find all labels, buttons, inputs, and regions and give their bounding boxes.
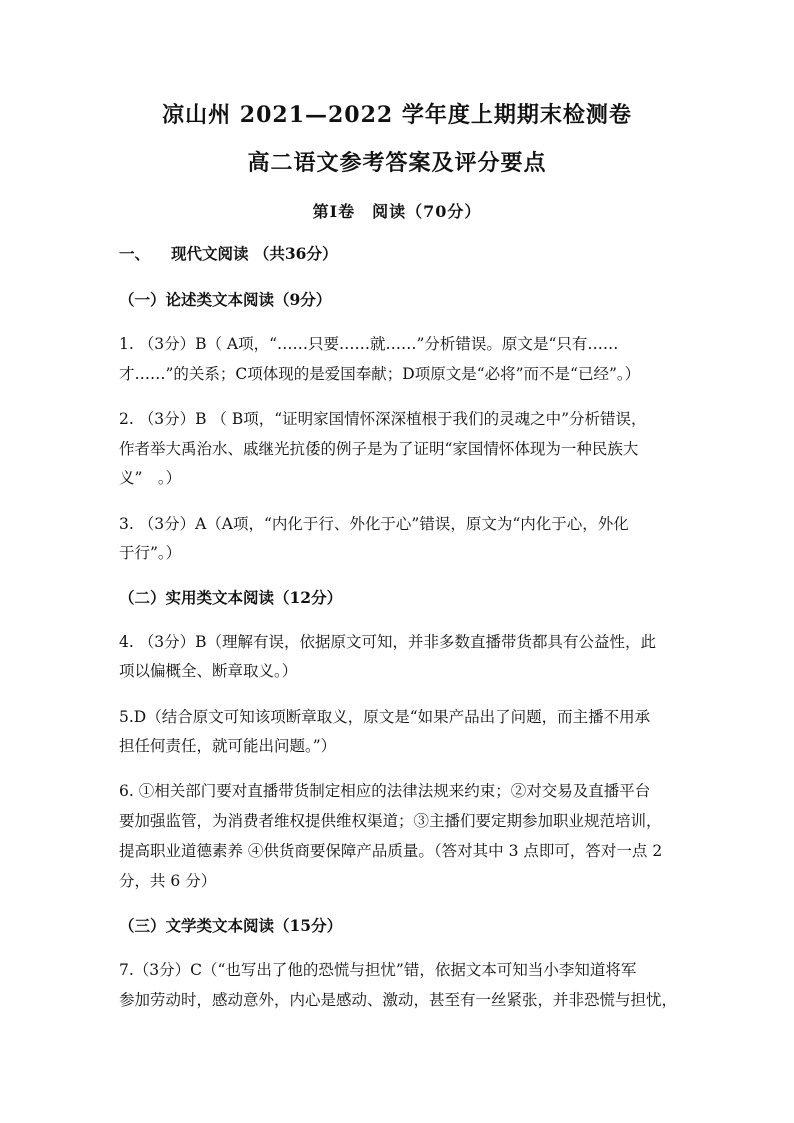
answer-q3-line1: 3. （3分）A（A项，“内化于行、外化于心”错误，原文为“内化于心，外化 [119,515,629,533]
answer-q6-line2: 要加强监管，为消费者维权提供维权渠道；③主播们要定期参加职业规范培训， [119,812,662,830]
subsection-heading-practical: （二）实用类文本阅读（12分） [119,588,343,607]
part-heading: 第Ⅰ卷 阅读（70分） [312,202,482,221]
answer-q6-line1: 6. ①相关部门要对直播带货制定相应的法律法规来约束；②对交易及直播平台 [119,782,651,800]
answer-q6-line3: 提高职业道德素养 ④供货商要保障产品质量。（答对其中 3 点即可，答对一点 2 [119,842,663,860]
answer-q7-line2: 参加劳动时，感动意外，内心是感动、激动，甚至有一丝紧张，并非恐慌与担忧， [119,991,678,1009]
answer-q2-line2: 作者举大禹治水、戚继光抗倭的例子是为了证明“家国情怀体现为一种民族大 [119,440,639,458]
answer-q6-line4: 分，共 6 分） [119,872,217,890]
document-title: 凉山州 2021—2022 学年度上期期末检测卷 [162,102,632,128]
answer-q5-line1: 5.D（结合原文可知该项断章取义，原文是“如果产品出了问题，而主播不用承 [119,708,651,726]
answer-q7-line1: 7.（3分）C（“也写出了他的恐慌与担忧”错，依据文本可知当小李知道将军 [119,961,637,979]
document-subtitle: 高二语文参考答案及评分要点 [247,150,547,176]
answer-q4-line2: 项以偏概全、断章取义。） [119,662,298,680]
answer-q3-line2: 于行”。） [119,544,182,562]
answer-q2-line3: 义” 。） [119,469,182,487]
answer-q5-line2: 担任何责任，就可能出问题。”） [119,737,337,755]
section-title: 现代文阅读 （共36分） [171,244,338,263]
section-heading-modern-reading [119,242,679,264]
subsection-heading-literary: （三）文学类文本阅读（15分） [119,916,343,935]
answer-q4-line1: 4. （3分）B（理解有误，依据原文可知，并非多数直播带货都具有公益性，此 [119,633,656,651]
answer-q1-line1: 1. （3分）B（ A项，“……只要……就……”分析错误。原文是“只有…… [119,335,619,353]
answer-q2-line1: 2. （3分）B （ B项，“证明家国情怀深深植根于我们的灵魂之中”分析错误， [119,410,647,428]
section-number: 一、 [119,244,151,263]
subsection-heading-argumentative: （一）论述类文本阅读（9分） [119,290,332,309]
answer-q1-line2: 才……”的关系；C项体现的是爱国奉献；D项原文是“必将”而不是“已经”。） [119,365,641,383]
